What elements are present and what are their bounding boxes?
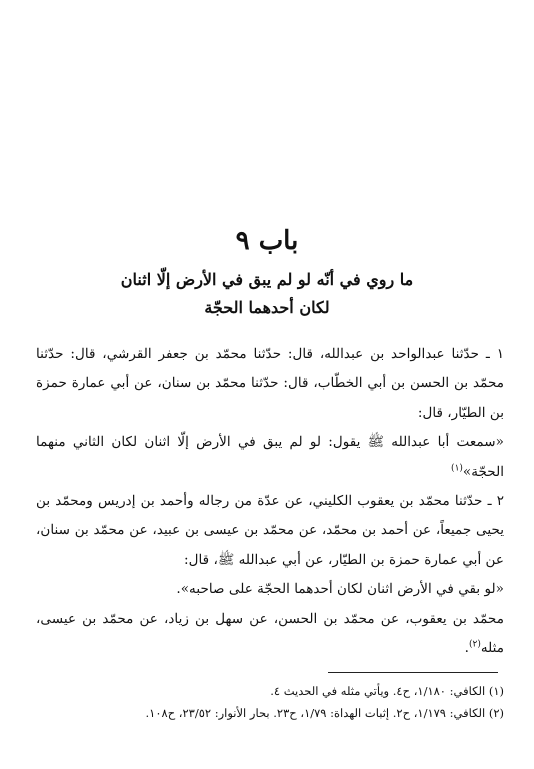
hadith-2-alt-end: . [464, 640, 469, 657]
hadith-2-text: «لو بقي في الأرض اثنان لكان أحدهما الحجّة على صاحبه». [176, 581, 504, 598]
footnote-ref-2: (٢) [468, 639, 481, 650]
hadith-2-chain: ٢ ـ حدّثنا محمّد بن يعقوب الكليني، عن عدّة من رجاله وأحمد بن إدريس ومحمّد بن يحيى جميعاً، عن أحمد بن محمّد، عن محمّد بن عيسى بن عبيد، عن محمّد بن سنان، عن أبي عمارة حمزة بن الطيّار، عن أبي عبدالله ﷺ، قال: [36, 493, 504, 568]
footnote-2: (٢) الكافي: ١/١٧٩، ح٢. إثبات الهداة: ١/٧٩، ح٢٣. بحار الأنوار: ٢٣/٥٢، ح١٠٨. [145, 706, 504, 720]
chapter-subtitle-line1: ما روي في أنّه لو لم يبق في الأرض إلّا اثنان [120, 270, 414, 289]
footnote-1: (١) الكافي: ١/١٨٠، ح٤. ويأتي مثله في الحديث ٤. [270, 684, 504, 698]
hadith-1-chain: ١ ـ حدّثنا عبدالواحد بن عبدالله، قال: حدّثنا محمّد بن جعفر القرشي، قال: حدّثنا محمّد بن الحسن بن أبي الخطّاب، قال: حدّثنا محمّد بن سنان، عن أبي عمارة حمزة بن الطيّار، قال: [36, 346, 504, 421]
body-text [36, 340, 504, 663]
footnote-divider [328, 672, 498, 673]
footnotes [36, 680, 504, 724]
footnote-ref-1: (١) [451, 463, 463, 474]
chapter-title: باب ٩ [235, 226, 299, 256]
hadith-2-alt-chain [36, 605, 504, 664]
hadith-1-text [36, 428, 504, 487]
chapter-subtitle-line2: لكان أحدهما الحجّة [204, 298, 330, 317]
hadith-1-quote: «سمعت أبا عبدالله ﷺ يقول: لو لم يبق في الأرض إلّا اثنان لكان الثاني منهما الحجّة» [36, 434, 504, 480]
hadith-2-alt-text: محمّد بن يعقوب، عن محمّد بن الحسن، عن سهل بن زياد، عن محمّد بن عيسى، مثله [36, 610, 504, 657]
